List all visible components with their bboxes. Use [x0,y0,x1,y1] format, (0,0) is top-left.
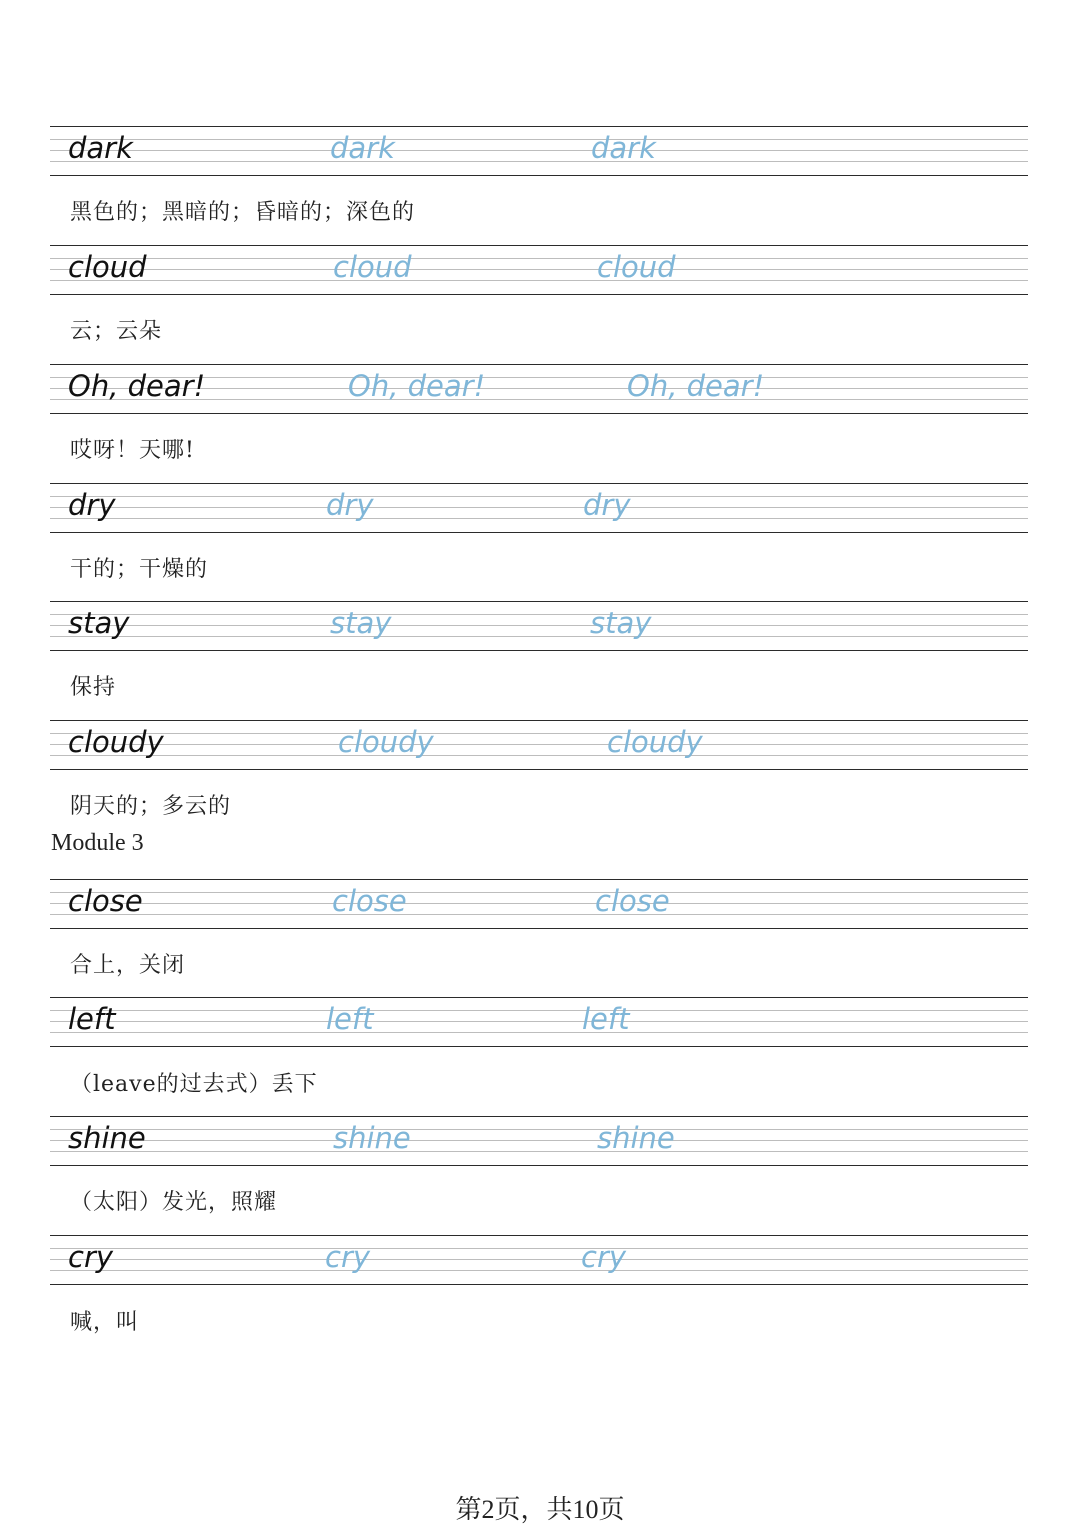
vocab-word: Oh, dear! [68,369,206,403]
writing-row [50,879,1028,929]
word-meaning: （太阳）发光，照耀 [70,1190,278,1215]
word-meaning: 合上，关闭 [70,953,186,978]
word-meaning: 喊，叫 [70,1310,140,1335]
vocab-word: cry [68,1240,114,1274]
word-meaning: 保持 [70,675,117,700]
trace-word: stay [590,606,652,640]
trace-word: cloudy [338,725,434,759]
trace-word: shine [597,1121,675,1155]
trace-word: dark [591,131,656,165]
vocab-word: left [68,1002,116,1036]
trace-word: close [595,884,670,918]
trace-word: Oh, dear! [627,369,765,403]
trace-word: dry [326,488,374,522]
trace-word: cloudy [607,725,703,759]
writing-row [50,1235,1028,1285]
writing-row [50,601,1028,651]
writing-row [50,483,1028,533]
trace-word: left [582,1002,630,1036]
trace-word: cloud [333,250,412,284]
trace-word: shine [333,1121,411,1155]
vocab-word: cloudy [68,725,164,759]
trace-word: close [332,884,407,918]
writing-row [50,364,1028,414]
vocab-word: stay [68,606,130,640]
vocab-word: shine [68,1121,146,1155]
trace-word: stay [330,606,392,640]
word-meaning: 黑色的；黑暗的；昏暗的；深色的 [70,200,416,225]
vocab-word: cloud [68,250,147,284]
section-title: Module 3 [51,830,144,856]
word-meaning: 干的；干燥的 [70,557,209,582]
word-meaning: 云；云朵 [70,319,163,344]
writing-row [50,245,1028,295]
trace-word: dry [583,488,631,522]
writing-row [50,126,1028,176]
trace-word: cloud [597,250,676,284]
trace-word: dark [330,131,395,165]
vocab-word: close [68,884,143,918]
writing-row [50,997,1028,1047]
vocab-word: dry [68,488,116,522]
trace-word: Oh, dear! [348,369,486,403]
writing-row [50,1116,1028,1166]
page-footer: 第2页，共10页 [455,1495,625,1524]
trace-word: cry [325,1240,371,1274]
word-meaning: 哎呀！天哪! [70,438,195,463]
trace-word: cry [581,1240,627,1274]
word-meaning: （leave的过去式）丢下 [70,1072,318,1097]
vocab-word: dark [68,131,133,165]
trace-word: left [326,1002,374,1036]
writing-row [50,720,1028,770]
word-meaning: 阴天的；多云的 [70,794,232,819]
